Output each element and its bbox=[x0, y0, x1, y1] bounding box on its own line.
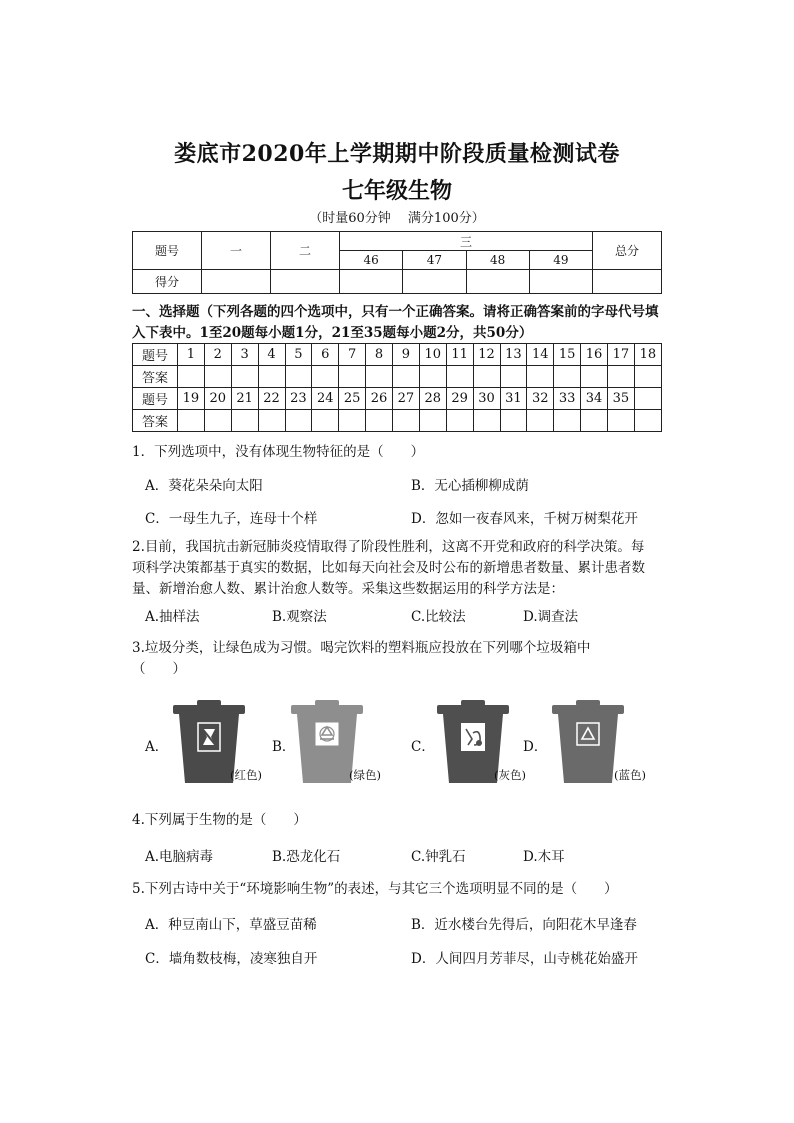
question-4-option-a: A.电脑病毒 bbox=[145, 849, 214, 865]
section-heading: 一、选择题（下列各题的四个选项中，只有一个正确答案。请将正确答案前的字母代号填入下表中。1至20题每小题1分，21至35题每小题2分，共50分） bbox=[132, 304, 659, 341]
question-number-cell: 11 bbox=[446, 344, 473, 366]
answer-cell[interactable] bbox=[231, 410, 258, 432]
question-number-cell: 30 bbox=[473, 388, 500, 410]
answer-cell[interactable] bbox=[204, 366, 231, 388]
answer-cell[interactable] bbox=[554, 366, 581, 388]
question-2-option-d: D.调查法 bbox=[523, 609, 579, 625]
question-4-stem: 4.下列属于生物的是（ ） bbox=[132, 812, 307, 828]
answer-cell[interactable] bbox=[366, 366, 393, 388]
question-number-cell bbox=[634, 388, 661, 410]
question-3-stem: 3.垃圾分类，让绿色成为习惯。喝完饮料的塑料瓶应投放在下列哪个垃圾箱中（ ） bbox=[132, 640, 591, 677]
answer-cell[interactable] bbox=[608, 410, 635, 432]
answer-cell[interactable] bbox=[500, 410, 527, 432]
answer-cell[interactable] bbox=[285, 410, 312, 432]
answer-table-label: 题号 bbox=[133, 344, 178, 366]
answer-cell[interactable] bbox=[446, 410, 473, 432]
question-4-option-b: B.恐龙化石 bbox=[272, 849, 341, 865]
question-number-cell: 5 bbox=[285, 344, 312, 366]
question-number-cell: 33 bbox=[554, 388, 581, 410]
score-header-part3: 三 bbox=[340, 232, 593, 251]
score-header-part2: 二 bbox=[271, 232, 340, 270]
question-number-cell: 9 bbox=[393, 344, 420, 366]
question-number-cell: 26 bbox=[366, 388, 393, 410]
question-2-option-c: C.比较法 bbox=[411, 609, 466, 625]
score-sub-47: 47 bbox=[403, 251, 466, 270]
exam-title: 娄底市2020年上学期期中阶段质量检测试卷 bbox=[174, 141, 620, 167]
bin-color-label-green: (绿色) bbox=[349, 768, 381, 782]
question-number-cell: 29 bbox=[446, 388, 473, 410]
question-3-option-d: D． bbox=[523, 739, 548, 755]
question-number-cell: 27 bbox=[393, 388, 420, 410]
bin-color-label-grey: (灰色) bbox=[494, 768, 526, 782]
question-1-option-c: C．一母生九子，连母十个样 bbox=[145, 511, 318, 527]
answer-cell[interactable] bbox=[634, 410, 661, 432]
answer-cell[interactable] bbox=[581, 410, 608, 432]
question-5-stem: 5.下列古诗中关于“环境影响生物”的表述，与其它三个选项明显不同的是（ ） bbox=[132, 881, 618, 897]
question-number-cell: 6 bbox=[312, 344, 339, 366]
answer-cell[interactable] bbox=[393, 366, 420, 388]
score-cell bbox=[271, 270, 340, 294]
question-number-cell: 19 bbox=[178, 388, 205, 410]
answer-cell[interactable] bbox=[527, 366, 554, 388]
answer-cell[interactable] bbox=[419, 410, 446, 432]
answer-cell[interactable] bbox=[258, 410, 285, 432]
question-number-cell: 7 bbox=[339, 344, 366, 366]
question-number-cell: 34 bbox=[581, 388, 608, 410]
score-sub-49: 49 bbox=[529, 251, 592, 270]
question-number-cell: 1 bbox=[178, 344, 205, 366]
answer-cell[interactable] bbox=[554, 410, 581, 432]
question-5-option-a: A．种豆南山下，草盛豆苗稀 bbox=[145, 917, 317, 933]
question-number-cell: 20 bbox=[204, 388, 231, 410]
question-number-cell: 32 bbox=[527, 388, 554, 410]
answer-cell[interactable] bbox=[258, 366, 285, 388]
question-number-cell: 22 bbox=[258, 388, 285, 410]
answer-cell[interactable] bbox=[339, 410, 366, 432]
score-sub-46: 46 bbox=[340, 251, 403, 270]
question-number-cell: 3 bbox=[231, 344, 258, 366]
question-4-option-c: C.钟乳石 bbox=[411, 849, 466, 865]
exam-time-note: （时量60分钟 满分100分） bbox=[309, 211, 485, 226]
score-header-tihao: 题号 bbox=[133, 232, 202, 270]
answer-cell[interactable] bbox=[178, 410, 205, 432]
score-row-label: 得分 bbox=[133, 270, 202, 294]
score-sub-48: 48 bbox=[466, 251, 529, 270]
answer-cell[interactable] bbox=[339, 366, 366, 388]
answer-cell[interactable] bbox=[446, 366, 473, 388]
score-cell bbox=[202, 270, 271, 294]
bin-color-label-blue: (蓝色) bbox=[614, 768, 646, 782]
answer-cell[interactable] bbox=[527, 410, 554, 432]
answer-table bbox=[132, 343, 662, 432]
question-number-cell: 15 bbox=[554, 344, 581, 366]
score-table bbox=[132, 231, 662, 294]
answer-cell[interactable] bbox=[312, 366, 339, 388]
question-number-cell: 21 bbox=[231, 388, 258, 410]
answer-table-label: 答案 bbox=[133, 410, 178, 432]
answer-cell[interactable] bbox=[634, 366, 661, 388]
question-3-option-c: C． bbox=[411, 739, 435, 755]
answer-cell[interactable] bbox=[231, 366, 258, 388]
answer-table-label: 答案 bbox=[133, 366, 178, 388]
question-3-option-a: A． bbox=[145, 739, 169, 755]
score-cell bbox=[593, 270, 662, 294]
question-number-cell: 25 bbox=[339, 388, 366, 410]
recycle-icon bbox=[316, 723, 338, 745]
answer-cell[interactable] bbox=[608, 366, 635, 388]
question-1-option-a: A．葵花朵朵向太阳 bbox=[145, 478, 263, 494]
answer-cell[interactable] bbox=[178, 366, 205, 388]
question-number-cell: 4 bbox=[258, 344, 285, 366]
score-header-total: 总分 bbox=[593, 232, 662, 270]
question-number-cell: 16 bbox=[581, 344, 608, 366]
answer-cell[interactable] bbox=[581, 366, 608, 388]
question-number-cell: 2 bbox=[204, 344, 231, 366]
question-number-cell: 17 bbox=[608, 344, 635, 366]
question-3-option-b: B． bbox=[272, 739, 296, 755]
answer-table-label: 题号 bbox=[133, 388, 178, 410]
question-number-cell: 35 bbox=[608, 388, 635, 410]
score-header-part1: 一 bbox=[202, 232, 271, 270]
answer-cell[interactable] bbox=[393, 410, 420, 432]
question-number-cell: 8 bbox=[366, 344, 393, 366]
exam-subtitle: 七年级生物 bbox=[341, 178, 452, 204]
question-5-option-c: C．墙角数枝梅，凌寒独自开 bbox=[145, 951, 318, 967]
answer-cell[interactable] bbox=[204, 410, 231, 432]
answer-cell[interactable] bbox=[366, 410, 393, 432]
question-2-option-a: A.抽样法 bbox=[145, 609, 200, 625]
score-cell bbox=[466, 270, 529, 294]
question-number-cell: 23 bbox=[285, 388, 312, 410]
question-number-cell: 10 bbox=[419, 344, 446, 366]
question-1-option-b: B．无心插柳柳成荫 bbox=[411, 478, 529, 494]
question-number-cell: 18 bbox=[634, 344, 661, 366]
question-number-cell: 14 bbox=[527, 344, 554, 366]
question-number-cell: 28 bbox=[419, 388, 446, 410]
score-cell bbox=[529, 270, 592, 294]
question-2-stem: 2.目前，我国抗击新冠肺炎疫情取得了阶段性胜利，这离不开党和政府的科学决策。每项科学决策都基于真实的数据，比如每天向社会及时公布的新增患者数量、累计患者数量、新增治愈人数、累计治愈人数等。采集这些数据运用的科学方法是： bbox=[132, 539, 645, 597]
answer-cell[interactable] bbox=[473, 366, 500, 388]
question-1-option-d: D．忽如一夜春风来，千树万树梨花开 bbox=[411, 511, 638, 527]
answer-cell[interactable] bbox=[285, 366, 312, 388]
other-waste-icon bbox=[461, 723, 485, 751]
question-number-cell: 31 bbox=[500, 388, 527, 410]
question-1-stem: 1．下列选项中，没有体现生物特征的是（ ） bbox=[132, 444, 425, 460]
question-number-cell: 24 bbox=[312, 388, 339, 410]
question-4-option-d: D.木耳 bbox=[523, 849, 565, 865]
answer-cell[interactable] bbox=[500, 366, 527, 388]
question-number-cell: 13 bbox=[500, 344, 527, 366]
score-cell bbox=[403, 270, 466, 294]
question-5-option-b: B．近水楼台先得后，向阳花木早逢春 bbox=[411, 917, 637, 933]
bin-color-label-red: (红色) bbox=[230, 768, 262, 782]
question-number-cell: 12 bbox=[473, 344, 500, 366]
answer-cell[interactable] bbox=[312, 410, 339, 432]
answer-cell[interactable] bbox=[473, 410, 500, 432]
question-5-option-d: D．人间四月芳菲尽，山寺桃花始盛开 bbox=[411, 951, 638, 967]
score-cell bbox=[340, 270, 403, 294]
answer-cell[interactable] bbox=[419, 366, 446, 388]
question-2-option-b: B.观察法 bbox=[272, 609, 327, 625]
